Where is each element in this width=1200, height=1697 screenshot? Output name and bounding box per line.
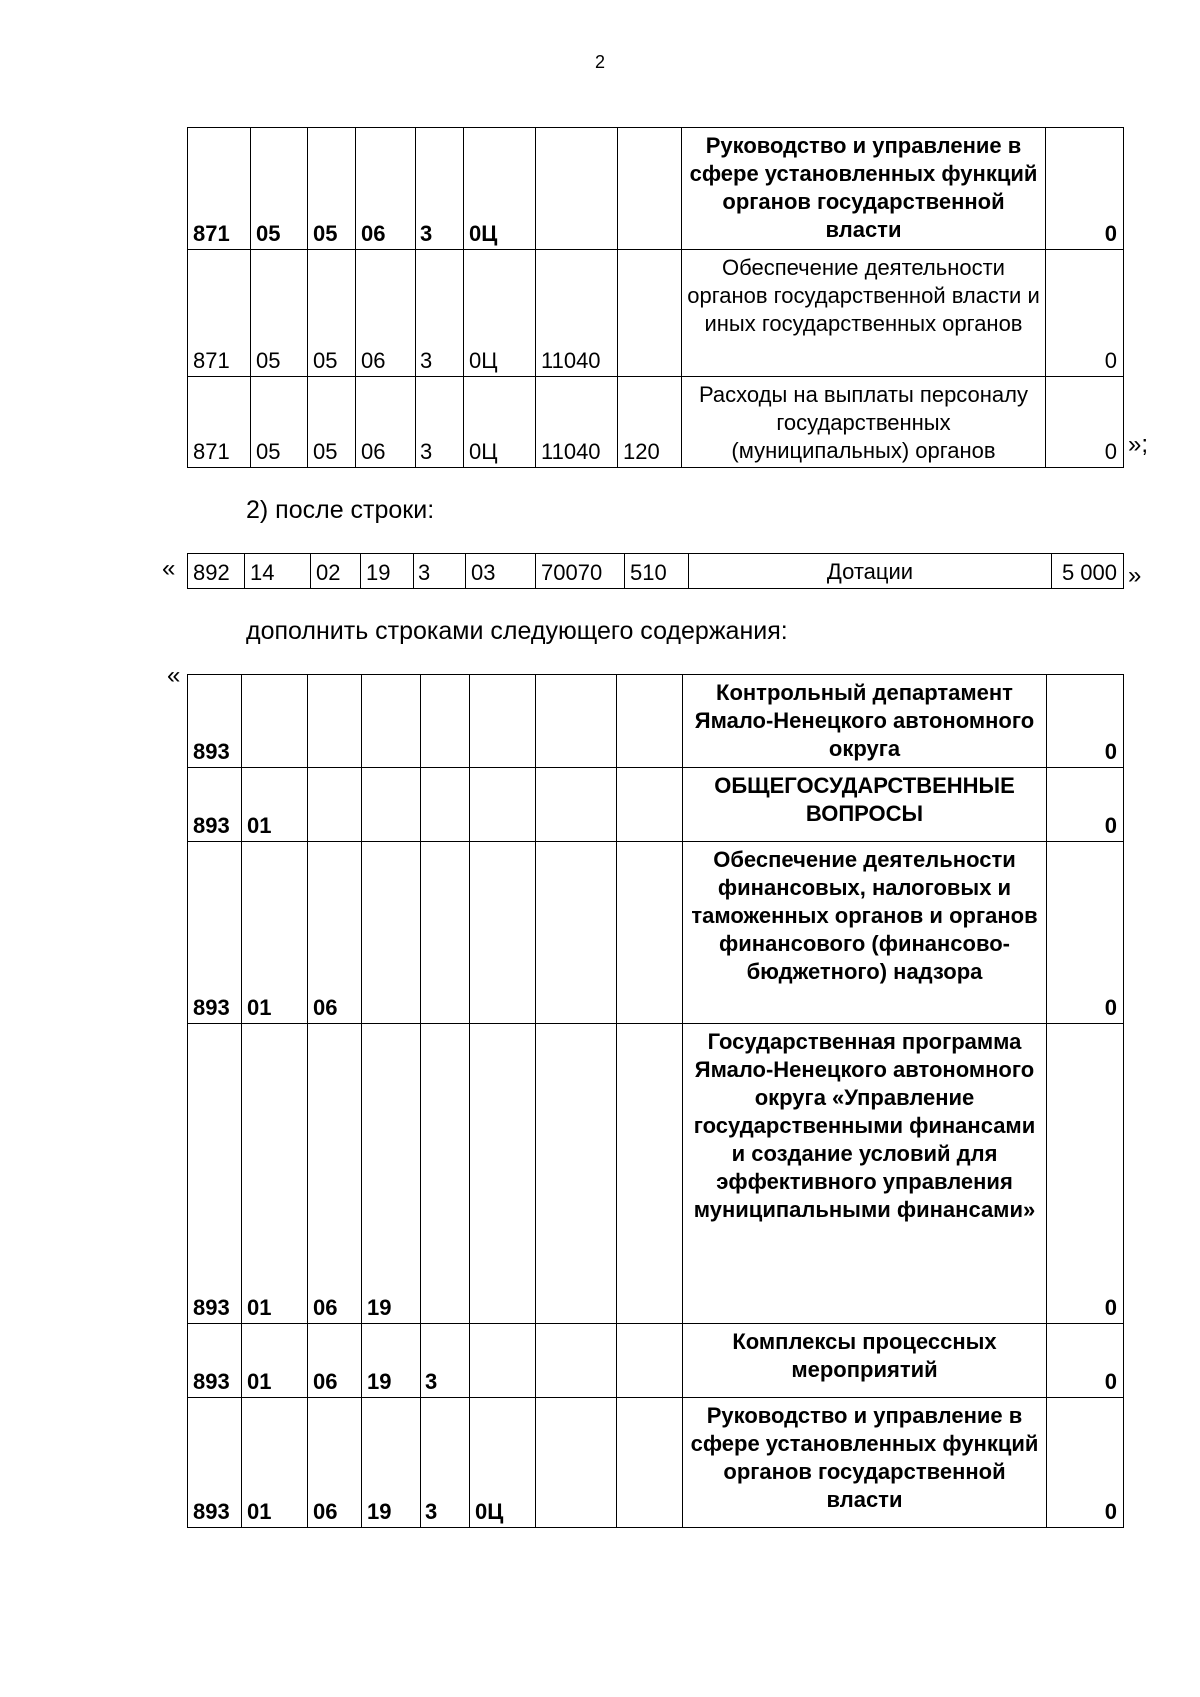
code-type-cell: 3: [414, 554, 466, 589]
name-cell: Комплексы процессных мероприятий: [683, 1324, 1047, 1398]
code-subsection-cell: 06: [308, 1398, 362, 1528]
code-section-cell: 05: [251, 250, 308, 377]
code-type-cell: [421, 768, 470, 842]
code-type-cell: 3: [416, 250, 464, 377]
opening-quote: «: [162, 555, 176, 582]
code-kind-cell: [617, 1024, 683, 1324]
sum-cell: 0: [1046, 250, 1124, 377]
code-kind-cell: [618, 128, 682, 250]
sum-cell: 0: [1047, 768, 1124, 842]
code-subsection-cell: 06: [308, 1324, 362, 1398]
name-cell: Руководство и управление в сфере установленных функций органов государственной власти: [682, 128, 1046, 250]
code-expense-cell: [536, 675, 617, 768]
code-subsection-cell: [308, 675, 362, 768]
code-type-cell: 3: [421, 1398, 470, 1528]
code-kind-cell: [617, 675, 683, 768]
budget-table-top: [187, 127, 1124, 468]
table-row: [188, 842, 1124, 1024]
code-direction-cell: [470, 842, 536, 1024]
opening-quote: «: [167, 662, 181, 689]
code-kind-cell: [617, 768, 683, 842]
code-expense-cell: [536, 1324, 617, 1398]
code-expense-cell: [536, 1398, 617, 1528]
code-program-cell: 19: [362, 1398, 421, 1528]
name-cell: Руководство и управление в сфере установленных функций органов государственной власти: [683, 1398, 1047, 1528]
code-section-cell: [242, 675, 308, 768]
code-admin-cell: 893: [188, 842, 242, 1024]
code-program-cell: 06: [356, 377, 416, 468]
code-program-cell: 06: [356, 250, 416, 377]
code-admin-cell: 893: [188, 675, 242, 768]
code-admin-cell: 892: [188, 554, 245, 589]
sum-cell: 0: [1047, 1024, 1124, 1324]
code-subsection-cell: 06: [308, 842, 362, 1024]
budget-table-new-rows: [187, 674, 1124, 1528]
code-expense-cell: 11040: [536, 250, 618, 377]
table-row: [188, 675, 1124, 768]
sum-cell: 0: [1046, 128, 1124, 250]
code-expense-cell: [536, 128, 618, 250]
code-direction-cell: [470, 675, 536, 768]
code-section-cell: 05: [251, 128, 308, 250]
code-kind-cell: 510: [625, 554, 689, 589]
code-program-cell: 19: [362, 1024, 421, 1324]
code-direction-cell: [470, 768, 536, 842]
code-program-cell: [362, 842, 421, 1024]
table-row: [188, 377, 1124, 468]
code-admin-cell: 871: [188, 128, 251, 250]
name-cell: Государственная программа Ямало-Ненецкого автономного округа «Управление государственными финансами и создание условий для эффективного управления муниципальными финансами»: [683, 1024, 1047, 1324]
code-section-cell: 05: [251, 377, 308, 468]
code-direction-cell: 03: [466, 554, 536, 589]
code-subsection-cell: 05: [308, 128, 356, 250]
code-expense-cell: 70070: [536, 554, 625, 589]
code-kind-cell: [617, 1398, 683, 1528]
code-type-cell: [421, 1024, 470, 1324]
sum-cell: 0: [1047, 675, 1124, 768]
name-cell: Обеспечение деятельности финансовых, налоговых и таможенных органов и органов финансового (финансово-бюджетного) надзора: [683, 842, 1047, 1024]
sum-cell: 0: [1047, 1324, 1124, 1398]
sum-cell: 5 000: [1052, 554, 1124, 589]
code-admin-cell: 871: [188, 250, 251, 377]
code-subsection-cell: 05: [308, 377, 356, 468]
code-section-cell: 01: [242, 1324, 308, 1398]
table-row: [188, 554, 1124, 589]
name-cell: Обеспечение деятельности органов государственной власти и иных государственных органов: [682, 250, 1046, 377]
sum-cell: 0: [1047, 842, 1124, 1024]
code-expense-cell: 11040: [536, 377, 618, 468]
code-kind-cell: [618, 250, 682, 377]
code-section-cell: 01: [242, 1024, 308, 1324]
code-subsection-cell: 06: [308, 1024, 362, 1324]
code-program-cell: 06: [356, 128, 416, 250]
table-row: [188, 1398, 1124, 1528]
code-subsection-cell: [308, 768, 362, 842]
page-number: 2: [594, 52, 605, 72]
paragraph-add-rows: дополнить строками следующего содержания:: [246, 617, 788, 645]
code-direction-cell: [470, 1324, 536, 1398]
code-type-cell: 3: [416, 377, 464, 468]
code-type-cell: [421, 842, 470, 1024]
code-type-cell: [421, 675, 470, 768]
code-kind-cell: 120: [618, 377, 682, 468]
code-expense-cell: [536, 1024, 617, 1324]
code-type-cell: 3: [416, 128, 464, 250]
code-section-cell: 01: [242, 842, 308, 1024]
code-direction-cell: [470, 1024, 536, 1324]
code-direction-cell: 0Ц: [464, 377, 536, 468]
code-admin-cell: 893: [188, 1398, 242, 1528]
table-row: [188, 1024, 1124, 1324]
table-row: [188, 128, 1124, 250]
code-program-cell: [362, 675, 421, 768]
name-cell: ОБЩЕГОСУДАРСТВЕННЫЕ ВОПРОСЫ: [683, 768, 1047, 842]
code-direction-cell: 0Ц: [464, 250, 536, 377]
code-section-cell: 14: [245, 554, 311, 589]
table-row: [188, 1324, 1124, 1398]
table-row: [188, 768, 1124, 842]
code-type-cell: 3: [421, 1324, 470, 1398]
code-admin-cell: 871: [188, 377, 251, 468]
code-subsection-cell: 02: [311, 554, 361, 589]
code-subsection-cell: 05: [308, 250, 356, 377]
sum-cell: 0: [1046, 377, 1124, 468]
code-kind-cell: [617, 1324, 683, 1398]
code-direction-cell: 0Ц: [464, 128, 536, 250]
code-expense-cell: [536, 842, 617, 1024]
code-admin-cell: 893: [188, 1324, 242, 1398]
code-admin-cell: 893: [188, 1024, 242, 1324]
closing-quote: »: [1128, 562, 1142, 589]
name-cell: Расходы на выплаты персоналу государственных (муниципальных) органов: [682, 377, 1046, 468]
code-direction-cell: 0Ц: [470, 1398, 536, 1528]
code-program-cell: [362, 768, 421, 842]
name-cell: Контрольный департамент Ямало-Ненецкого автономного округа: [683, 675, 1047, 768]
code-kind-cell: [617, 842, 683, 1024]
code-section-cell: 01: [242, 768, 308, 842]
code-admin-cell: 893: [188, 768, 242, 842]
code-expense-cell: [536, 768, 617, 842]
closing-quote: »;: [1128, 431, 1149, 458]
budget-table-single-row: [187, 553, 1124, 589]
table-row: [188, 250, 1124, 377]
paragraph-after-row: 2) после строки:: [246, 496, 435, 524]
name-cell: Дотации: [689, 554, 1052, 589]
sum-cell: 0: [1047, 1398, 1124, 1528]
code-program-cell: 19: [362, 1324, 421, 1398]
code-section-cell: 01: [242, 1398, 308, 1528]
code-program-cell: 19: [361, 554, 414, 589]
